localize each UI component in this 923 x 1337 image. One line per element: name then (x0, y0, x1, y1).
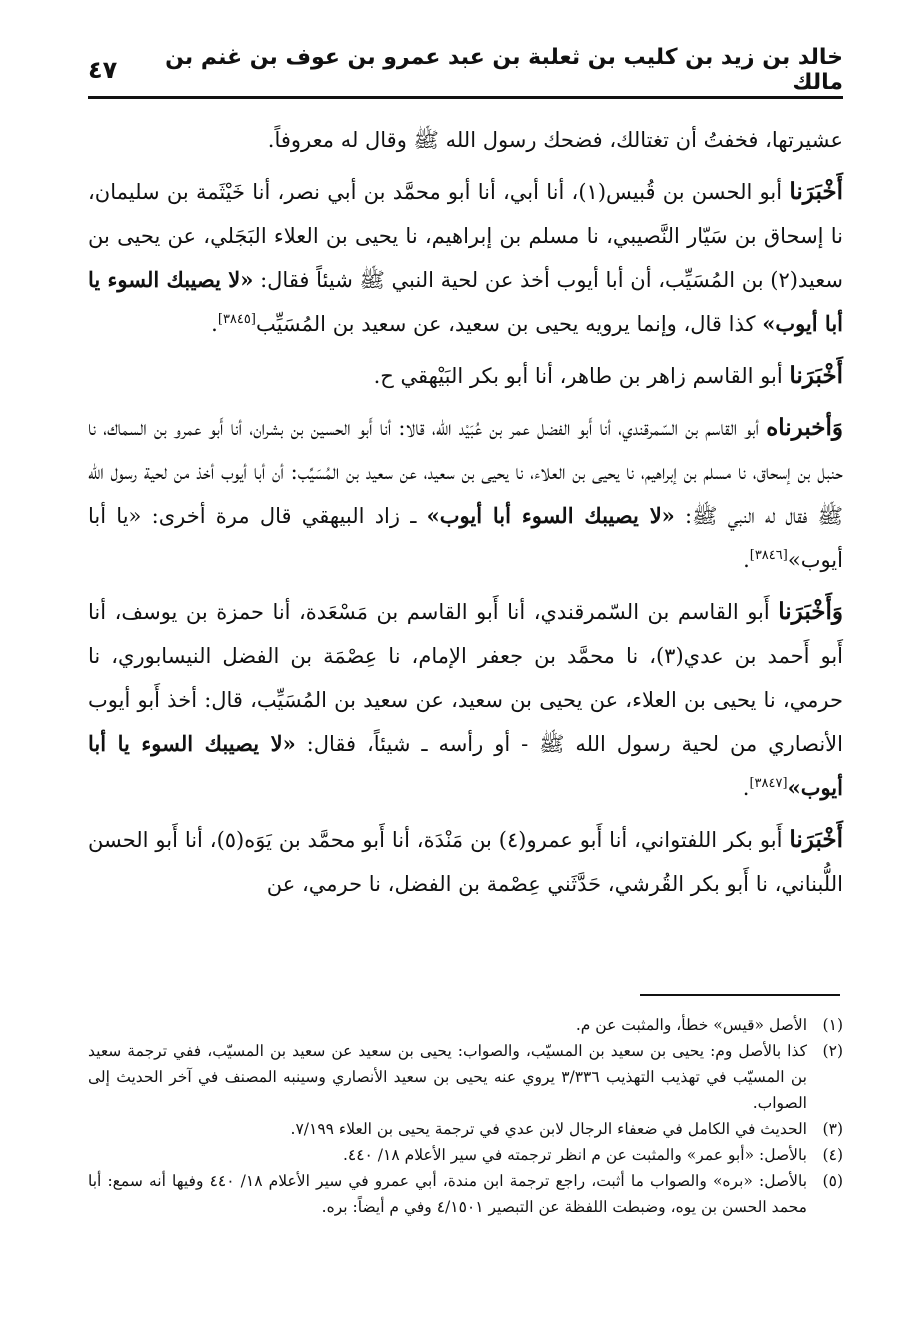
footnote-number: (٣) (822, 1120, 843, 1138)
page-header (88, 44, 843, 99)
paragraph-lead: أَخْبَرَنا (789, 826, 843, 853)
paragraph (88, 590, 843, 810)
hadith-quote: «لا يصيبك السوء يا أبا أيوب» (88, 267, 843, 336)
paragraph-text: أَبو القاسم بن السّمرقندي، أنا أَبو القاسم بن مَسْعَدة، أنا حمزة بن يوسف، أنا أَبو أَحمد بن عدي(٣)، نا محمَّد بن جعفر الإمام، نا عِصْمَة بن الفضل النيسابوري، نا حرمي، نا يحيى بن العلاء، عن يحيى بن سعيد، عن سعيد بن المُسَيِّب، قال: أخذ أَبو أيوب الأنصاري من لحية رسول الله ﷺ - أو رأسه ـ شيئاً، فقال: (88, 600, 843, 756)
main-text (88, 118, 843, 914)
footnote-text: كذا بالأصل وم: يحيى بن سعيد بن المسيّب، والصواب: يحيى بن سعيد عن سعيد بن المسيّب، ففي ترجمة سعيد بن المسيّب في تهذيب التهذيب ٣/٣٣٦ يروي عنه يحيى بن سعيد الأنصاري وسينبه المصنف في آخر الحديث إلى الصواب. (88, 1042, 807, 1112)
paragraph-tail: ـ زاد البيهقي قال مرة أخرى: «يا أبا أيوب» (88, 504, 843, 572)
hadith-quote: «لا يصيبك السوء أبا أيوب» (426, 503, 675, 528)
footnote-divider (640, 994, 840, 996)
paragraph (88, 118, 843, 162)
footnote (88, 1116, 843, 1142)
footnote (88, 1038, 843, 1116)
footnote (88, 1168, 843, 1220)
paragraph-lead: أَخْبَرَنا (789, 178, 843, 205)
paragraph-end: . (743, 548, 750, 572)
paragraph-text: أبو القاسم بن السّمرقندي، أنا أَبو الفضل عمر بن عُبَيْد الله، قالا: أنا أَبو الحسين بن بشران، أنا أَبو عمرو بن السماك، نا حنبل بن إسحاق، نا مسلم بن إبراهيم، نا يحيى بن العلاء، نا يحيى بن سعيد، عن سعيد بن المُسَيِّب: أن أبا أيوب أخذ من لحية رسول الله ﷺ فقال له النبي ﷺ: (88, 416, 843, 528)
footnote-text: بالأصل: «بره» والصواب ما أثبت، راجع ترجمة ابن مندة، أبي عمرو في سير الأعلام ١٨/ ٤٤٠ وفيها أنه سمع: أبا محمد الحسن بن يوه، وضبطت اللفظة عن التبصير ٤/١٥٠١ وفي م أيضاً: بره. (88, 1172, 808, 1216)
hadith-number: [٣٨٤٦] (749, 548, 788, 563)
hadith-quote: «لا يصيبك السوء يا أبا أيوب» (88, 731, 843, 800)
paragraph-tail: كذا قال، وإنما يرويه يحيى بن سعيد، عن سعيد بن المُسَيِّب (255, 312, 763, 336)
footnote-text: الحديث في الكامل في ضعفاء الرجال لابن عدي في ترجمة يحيى بن العلاء ٧/١٩٩. (290, 1120, 807, 1138)
footnote (88, 1142, 843, 1168)
footnote-text: الأصل «قيس» خطأ، والمثبت عن م. (575, 1016, 807, 1034)
footnote (88, 1012, 843, 1038)
paragraph-end: . (742, 776, 750, 800)
running-title: خالد بن زيد بن كليب بن ثعلبة بن عبد عمرو بن عوف بن غنم بن مالك (165, 45, 843, 95)
footnote-number: (٤) (822, 1146, 843, 1164)
paragraph-lead: وَأَخْبَرَنا (778, 598, 843, 625)
footnote-number: (٢) (822, 1042, 843, 1060)
paragraph (88, 818, 843, 906)
paragraph-text: عشيرتها، فخفتُ أن تغتالك، فضحك رسول الله ﷺ وقال له معروفاً. (267, 128, 843, 152)
paragraph-text: أَبو بكر اللفتواني، أنا أَبو عمرو(٤) بن مَنْدَة، أنا أَبو محمَّد بن يَوَه(٥)، أنا أَبو الحسن اللُّبناني، نا أَبو بكر القُرشي، حَدَّثَني عِصْمة بن الفضل، نا حرمي، عن (88, 828, 843, 896)
hadith-number: [٣٨٤٥] (217, 312, 256, 327)
footnote-text: بالأصل: «أبو عمر» والمثبت عن م انظر ترجمته في سير الأعلام ١٨/ ٤٤٠. (342, 1146, 807, 1164)
paragraph (88, 406, 843, 582)
hadith-number: [٣٨٤٧] (749, 776, 788, 791)
footnote-number: (١) (822, 1016, 843, 1034)
paragraph-end: . (211, 312, 218, 336)
paragraph-text: أبو الحسن بن قُبيس(١)، أنا أبي، أنا أبو محمَّد بن أبي نصر، أنا خَيْثَمة بن سليمان، نا إسحاق بن سَيّار النَّصيبي، نا مسلم بن إبراهيم، نا يحيى بن العلاء البَجَلي، عن يحيى بن سعيد(٢) بن المُسَيِّب، أن أبا أيوب أخذ عن لحية النبي ﷺ شيئاً فقال: (88, 180, 843, 292)
paragraph-text: أبو القاسم زاهر بن طاهر، أنا أبو بكر البَيْهقي ح. (373, 364, 790, 388)
footnotes (88, 1012, 843, 1220)
paragraph-lead: أَخْبَرَنا (789, 362, 843, 389)
footnote-number: (٥) (822, 1172, 843, 1190)
paragraph (88, 354, 843, 398)
paragraph-lead: وَأخبرناه (766, 414, 843, 441)
paragraph (88, 170, 843, 346)
page-number: ٤٧ (88, 56, 118, 84)
